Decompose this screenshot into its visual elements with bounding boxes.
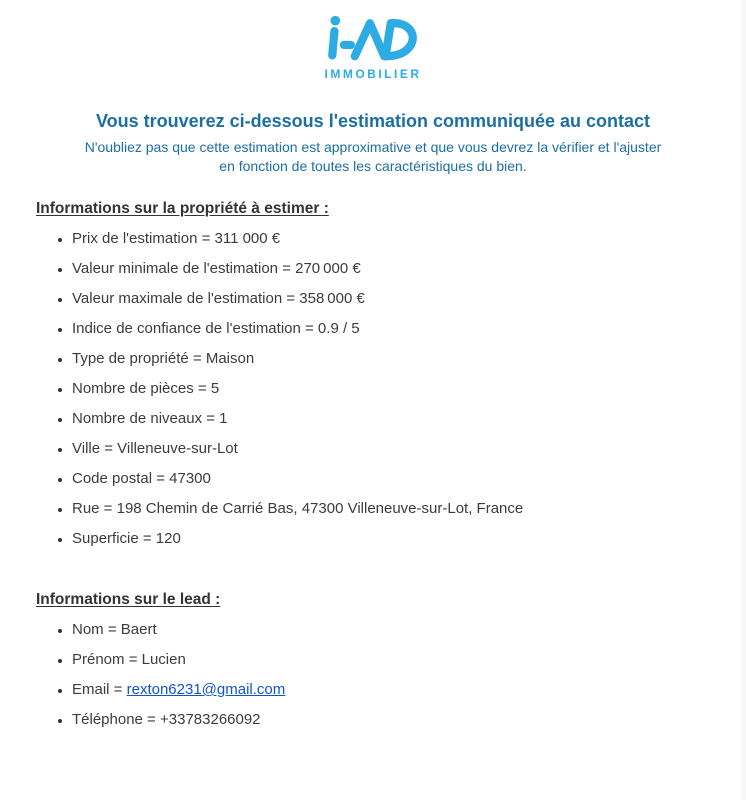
lead-label: Téléphone = xyxy=(72,711,160,728)
email-link[interactable]: rexton6231@gmail.com xyxy=(126,681,286,698)
section-heading-lead: Informations sur le lead : xyxy=(36,591,221,608)
list-item xyxy=(72,651,746,668)
property-list xyxy=(0,230,746,547)
iad-logo xyxy=(323,12,423,64)
intro-subtitle-line2: en fonction de toutes les caractéristiques du bien. xyxy=(219,158,527,174)
lead-label: Email = xyxy=(72,681,127,698)
lead-value: Lucien xyxy=(141,651,186,668)
intro-title: Vous trouverez ci-dessous l'estimation communiquée au contact xyxy=(95,111,651,131)
list-item: • Valeur minimale de l'estimation = 270 000 € xyxy=(72,260,746,277)
logo-tagline: IMMOBILIER xyxy=(324,67,422,81)
list-item: • Nombre de niveaux = 1 xyxy=(72,410,746,427)
list-item: • Type de propriété = Maison xyxy=(72,350,746,367)
list-item xyxy=(72,621,746,638)
lead-value: Baert xyxy=(120,621,157,638)
list-item: • Ville = Villeneuve-sur-Lot xyxy=(72,440,746,457)
intro-subtitle-line1: N'oubliez pas que cette estimation est approximative et que vous devrez la vérifier et l'ajuster xyxy=(84,139,662,155)
logo-block xyxy=(0,0,746,81)
list-item: • Nombre de pièces = 5 xyxy=(72,380,746,397)
list-item: • Code postal = 47300 xyxy=(72,470,746,487)
section-heading-property: Informations sur la propriété à estimer : xyxy=(36,200,329,217)
list-item xyxy=(72,711,746,728)
list-item xyxy=(72,681,746,698)
list-item: • Indice de confiance de l'estimation = 0.9 / 5 xyxy=(72,320,746,337)
list-item: • Rue = 198 Chemin de Carrié Bas, 47300 Villeneuve-sur-Lot, France xyxy=(72,500,746,517)
list-item: • Valeur maximale de l'estimation = 358 000 € xyxy=(72,290,746,307)
lead-value: +33783266092 xyxy=(160,711,261,728)
lead-label: Nom = xyxy=(72,621,121,638)
lead-list xyxy=(0,621,746,728)
list-item: • Superficie = 120 xyxy=(72,530,746,547)
lead-label: Prénom = xyxy=(72,651,142,668)
list-item: • Prix de l'estimation = 311 000 € xyxy=(72,230,746,247)
intro-subtitle xyxy=(10,138,736,176)
